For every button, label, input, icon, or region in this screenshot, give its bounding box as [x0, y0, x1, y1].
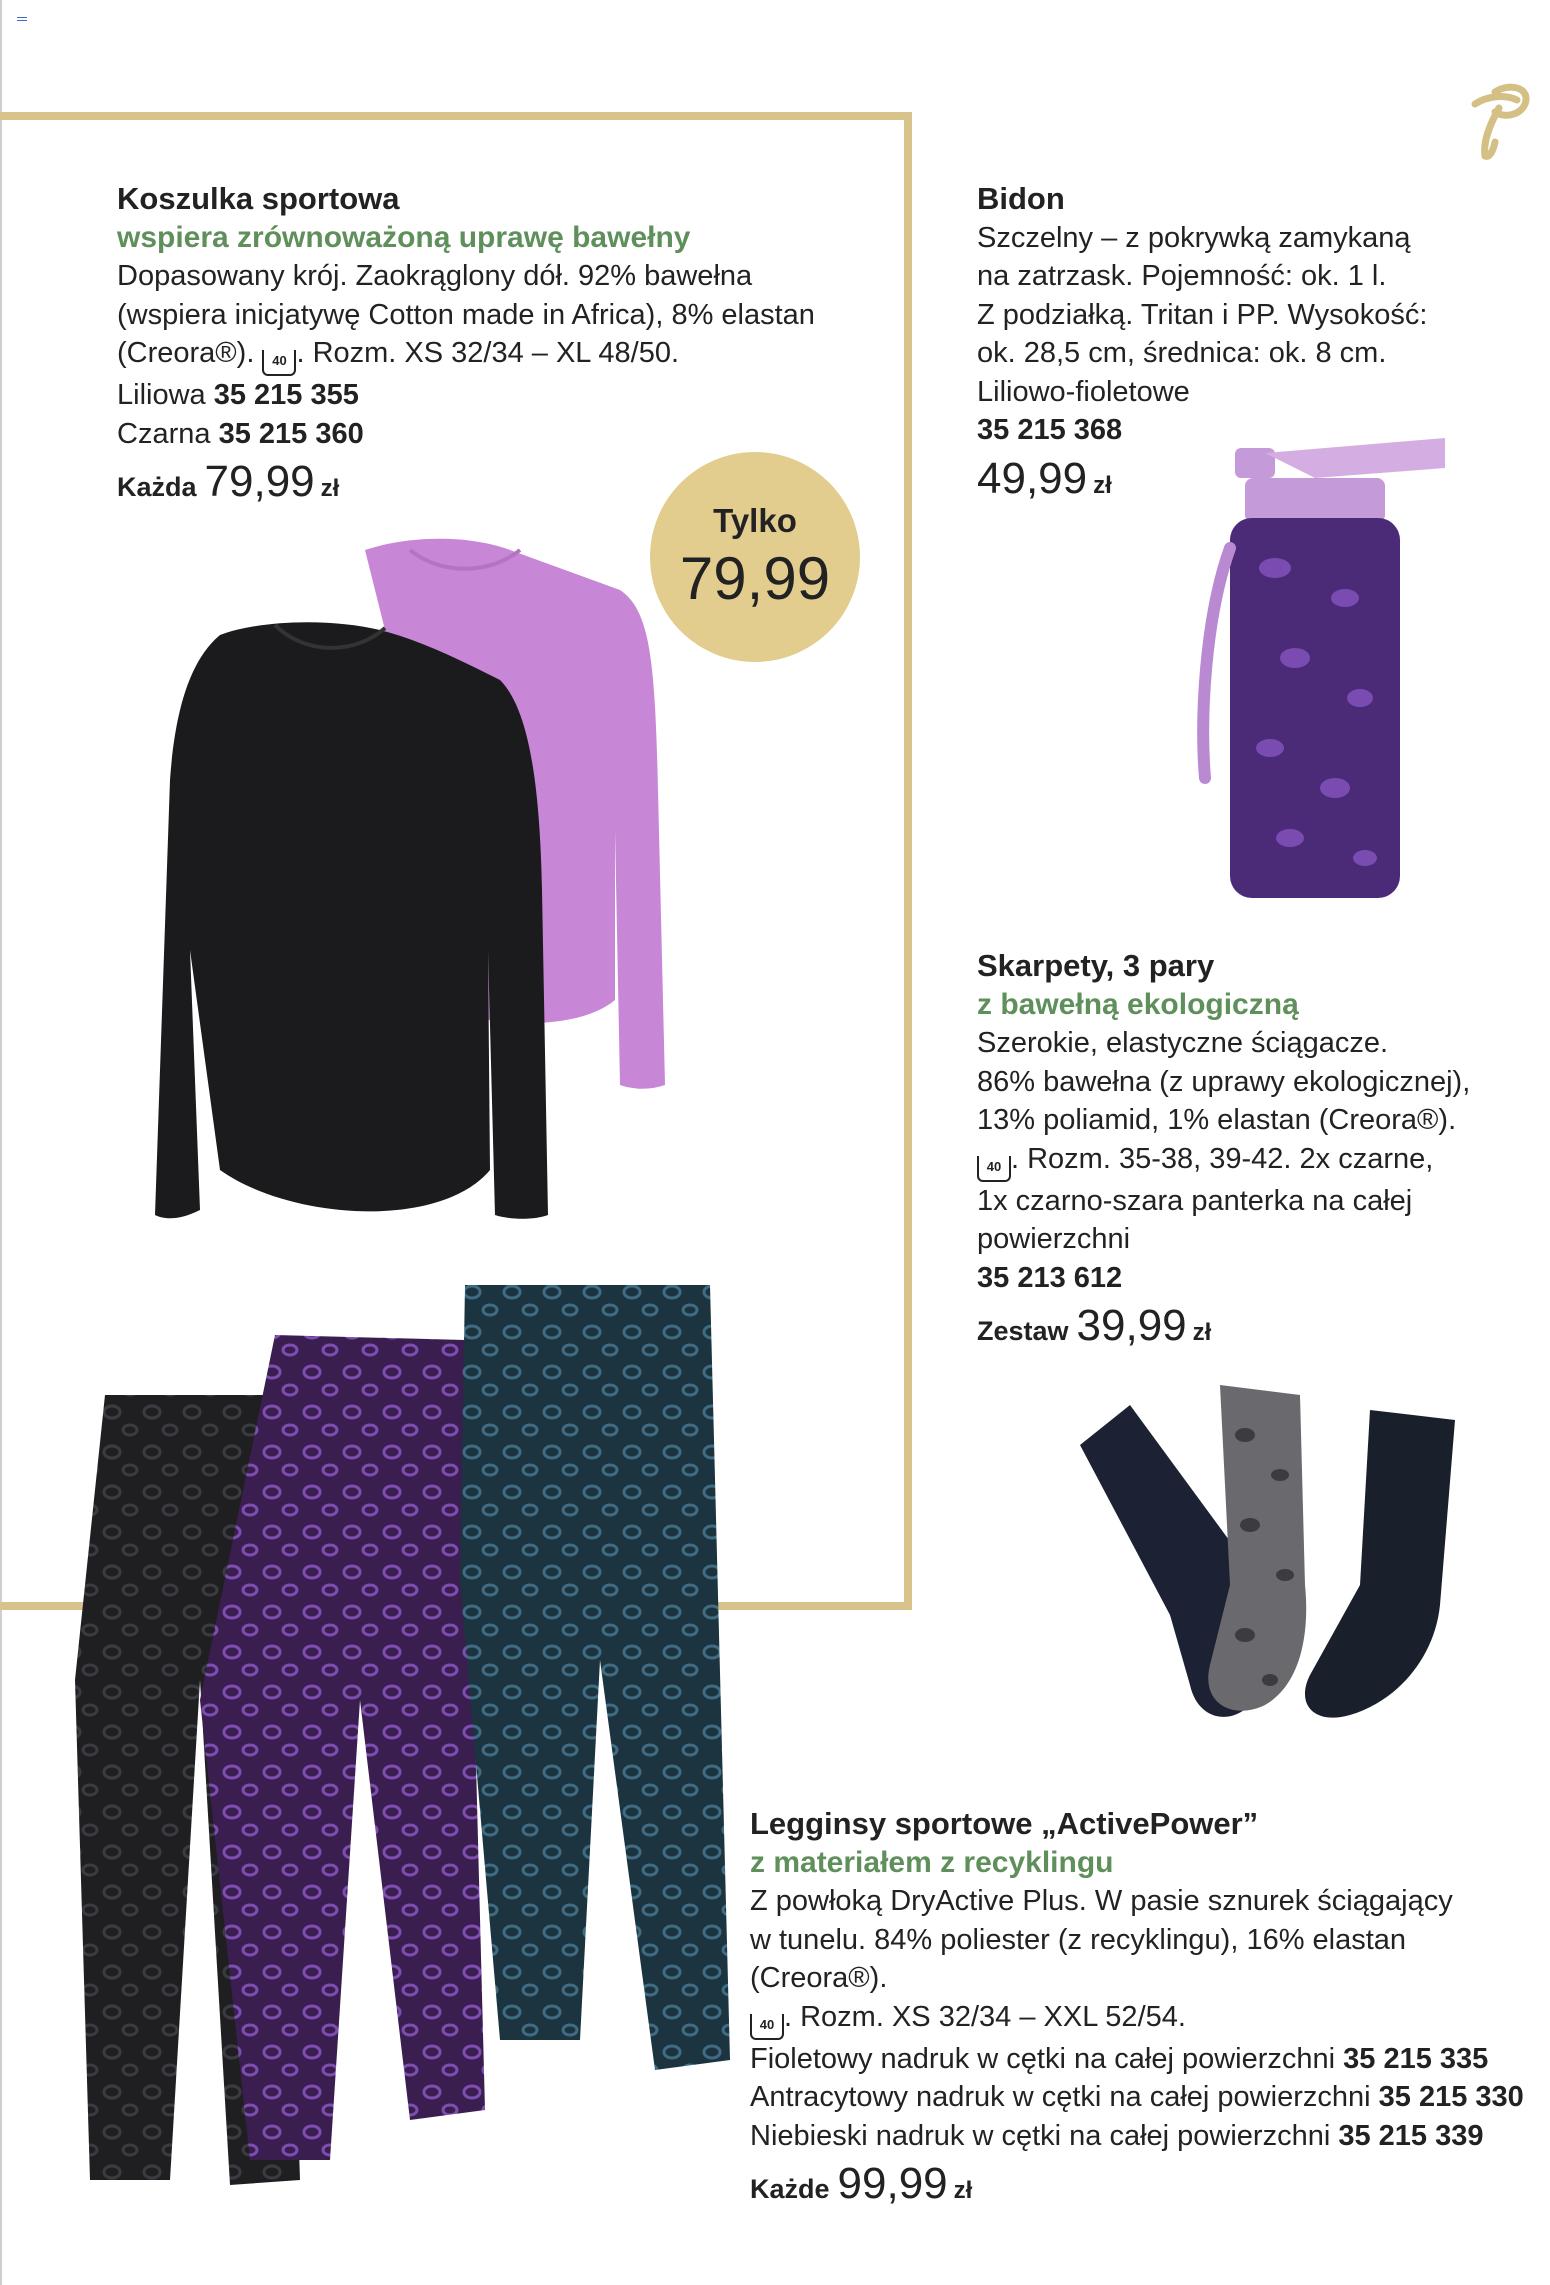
leggings-price: Każde 99,99 zł: [750, 2159, 973, 2208]
menu-icon[interactable]: [17, 17, 27, 24]
product-code: 35 215 355: [213, 379, 359, 411]
leggings-variant: Niebieski nadruk w cętki na całej powierzchni 35 215 339: [750, 2119, 1484, 2152]
brand-logo-icon: [1465, 82, 1533, 160]
blue-leggings: [460, 1285, 730, 2070]
wash-40-icon: 40: [750, 2014, 784, 2040]
leggings-title: Legginsy sportowe „ActivePower”: [750, 1806, 1259, 1841]
product-code: 35 213 612: [977, 1261, 1123, 1294]
socks-title: Skarpety, 3 pary: [977, 948, 1215, 983]
product-code: 35 215 339: [1338, 2119, 1484, 2152]
wash-40-icon: 40: [977, 1156, 1011, 1182]
leggings-description: Legginsy sportowe „ActivePower” z materiałem z recyklingu Z powłoką DryActive Plus. W pasie sznurek ściągający w tunelu. 84% poliester (z recyklingu), 16% elastan (Creora®). 40 . Rozm. XS 32/34 – XXL 52/54. Fioletowy nadruk w cętki na całej powierzchni 35 215 335 Antracytowy nadruk w cętki na całej powierzchni 35 215 330 Niebieski nadruk w cętki na całej powierzchni 35 215 339 Każde 99,99 zł: [750, 1805, 1540, 2211]
bottle-body: [1230, 518, 1400, 898]
socks-price: Zestaw 39,99 zł: [977, 1301, 1212, 1350]
bottle-description: Bidon Szczelny – z pokrywką zamykaną na zatrzask. Pojemność: ok. 1 l. Z podziałką. Tritan i PP. Wysokość: ok. 28,5 cm, średnica: ok. 8 cm. Liliowo-fioletowe 35 215 368 49,99 zł: [977, 180, 1537, 505]
product-code: 35 215 335: [1343, 2042, 1489, 2075]
product-code: 35 215 368: [977, 414, 1123, 446]
shirt-title: Koszulka sportowa: [117, 181, 400, 216]
leggings-variant: Antracytowy nadruk w cętki na całej powierzchni 35 215 330: [750, 2081, 1524, 2113]
shirt-desc-line: (wspiera inicjatywę Cotton made in Africa), 8% elastan: [117, 298, 815, 331]
shirt-desc-line: Dopasowany krój. Zaokrąglony dół. 92% bawełna: [117, 260, 753, 292]
socks-subtitle: z bawełną ekologiczną: [977, 987, 1299, 1021]
product-code: 35 215 360: [218, 417, 364, 450]
shirt-subtitle: wspiera zrównoważoną uprawę bawełny: [117, 220, 691, 254]
leggings-subtitle: z materiałem z recyklingu: [750, 1845, 1114, 1879]
shirts-image: [110, 530, 730, 1230]
badge-price: 79,99: [679, 545, 831, 612]
shirt-desc-line: (Creora®). 40 . Rozm. XS 32/34 – XL 48/50.: [117, 334, 887, 376]
socks-image: [1070, 1385, 1470, 1765]
bottle-title: Bidon: [977, 181, 1065, 216]
sock-black-2: [1305, 1410, 1455, 1718]
shirt-variant: Liliowa 35 215 355: [117, 379, 359, 411]
leggings-image: [60, 1280, 760, 2200]
shirt-variant: Czarna 35 215 360: [117, 417, 364, 450]
black-shirt: [155, 622, 548, 1219]
socks-description: Skarpety, 3 pary z bawełną ekologiczną Szerokie, elastyczne ściągacze. 86% bawełna (z uprawy ekologicznej), 13% poliamid, 1% elastan (Creora®). 40 . Rozm. 35-38, 39-42. 2x czarne, 1x czarno-szara panterka na całej powierzchni 35 213 612 Zestaw 39,99 zł: [977, 947, 1537, 1353]
product-code: 35 215 330: [1378, 2081, 1524, 2113]
badge-label: Tylko: [713, 502, 797, 539]
leggings-variant: Fioletowy nadruk w cętki na całej powierzchni 35 215 335: [750, 2042, 1489, 2075]
wash-40-icon: 40: [262, 350, 296, 376]
bottle-image: [1195, 418, 1455, 908]
shirt-price: Każda 79,99 zł: [117, 457, 340, 506]
bottle-price: 49,99 zł: [977, 453, 1112, 503]
